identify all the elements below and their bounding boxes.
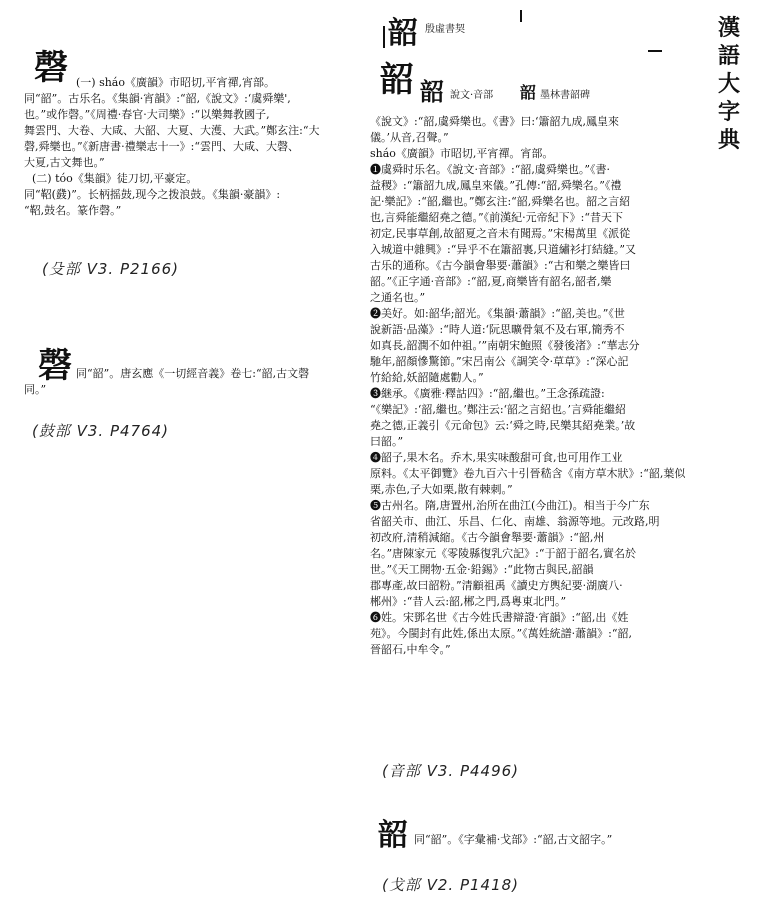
- title-char: 典: [717, 127, 740, 153]
- handwritten-note: (殳部 V3. P2166): [42, 260, 180, 278]
- body-line: ❹韶子,果木名。乔木,果实味酸甜可食,也可用作工业: [370, 451, 623, 464]
- body-line: ❷美好。如:韶华;韶光。《集韻·蕭韻》:“韶,美也。”《世: [370, 307, 625, 320]
- handwritten-note: (戈部 V2. P1418): [382, 876, 520, 894]
- body-line: 堯之德,正義引《元命包》云:‘舜之時,民樂其紹堯業。’故: [370, 419, 636, 432]
- body-line: ❶虞舜时乐名。《說文·音部》:“韶,虞舜樂也。”《書·: [370, 163, 610, 176]
- body-line: sháo《廣韻》市昭切,平宵禪。宵部。: [370, 147, 554, 160]
- entry1-line: (一) sháo《廣韻》市昭切,平宵禪,宵部。: [76, 76, 275, 89]
- title-char: 漢: [717, 15, 740, 41]
- title-char: 大: [717, 71, 740, 97]
- title-char: 語: [717, 43, 740, 69]
- body-line: “《樂記》:‘韶,繼也。’鄭注云:‘韶之言紹也。’言舜能繼紹: [370, 403, 627, 416]
- seal-caption: 墨林書韶碑: [540, 90, 590, 101]
- body-line: 也,言舜能繼紹堯之德。”《前漢紀·元帝紀下》:“昔天下: [370, 211, 623, 224]
- entry3-headword: 韶: [380, 60, 414, 100]
- entry4-body: 同“韶”。《字彙補·戈部》:“韶,古文韶字。”: [414, 833, 613, 846]
- body-line: ❸継承。《廣雅·釋詁四》:“韶,繼也。”王念孫疏證:: [370, 387, 605, 400]
- body-line: 儀。’从音,召聲。”: [370, 131, 449, 144]
- body-line: 記·樂記》:“韶,繼也。”鄭玄注:“韶,舜樂名也。韶之言紹: [370, 195, 631, 208]
- body-line: 韶。”《正字通·音部》:“韶,夏,商樂皆有韶名,韶者,樂: [370, 275, 612, 288]
- body-line: 初改府,清稍減縮。《古今韻會舉要·蕭韻》:“韶,州: [370, 531, 605, 544]
- body-line: 如真長,韶潤不如仲祖。’”南朝宋鮑照《發後渚》:“華志分: [370, 339, 640, 352]
- body-line: 省韶关市、曲江、乐昌、仁化、南雄、翁源等地。元改路,明: [370, 515, 660, 528]
- entry1-line: (二) tóo《集韻》徒刀切,平豪定。: [32, 172, 198, 185]
- entry1-line: 舞雲門、大卷、大咸、大韶、大夏、大濩、大武。”鄭玄注:“大: [24, 124, 320, 137]
- entry3-body: [370, 114, 700, 658]
- body-line: ❺古州名。隋,唐置州,治所在曲江(今曲江)。相当于今广东: [370, 499, 650, 512]
- oracle-glyph: 韶: [388, 16, 418, 51]
- body-line: 苑》。今閩封有此姓,係出太原。”《萬姓統譜·蕭韻》:“韶,: [370, 627, 632, 640]
- body-line: 之通名也。”: [370, 291, 426, 304]
- entry1-line: 同“鞀(鼗)”。长柄摇鼓,现今之拨浪鼓。《集韻·豪韻》:: [24, 188, 281, 201]
- entry4-headword: 韶: [378, 818, 408, 853]
- seal-caption: 說文·音部: [450, 90, 494, 101]
- body-line: 《說文》:“韶,虞舜樂也。《書》曰:‘簫韶九成,鳳皇來: [370, 115, 620, 128]
- dictionary-title: [712, 14, 746, 154]
- scan-mark: [648, 50, 662, 52]
- entry1-body: [24, 75, 364, 219]
- entry1-line: 同“韶”。古乐名。《集韻·宵韻》:“韶,《說文》:‘虞舜樂',: [24, 92, 291, 105]
- body-line: 竹給給,妖韶隨處勸人。”: [370, 371, 484, 384]
- handwritten-note: (鼓部 V3. P4764): [32, 422, 170, 440]
- entry1-line: “鞀,鼓名。篆作磬。”: [24, 204, 122, 217]
- body-line: 曰韶。”: [370, 435, 404, 448]
- body-line: 晉韶石,中牟令。”: [370, 643, 451, 656]
- body-line: 名。”唐陳家元《零陵縣復乳穴記》:“于韶于韶名,實名於: [370, 547, 636, 560]
- entry2-body: [24, 366, 364, 398]
- body-line: 古乐的通称。《古今韻會舉要·蕭韻》:“古和樂之樂皆曰: [370, 259, 631, 272]
- seal-glyph: 韶: [420, 77, 444, 106]
- body-line: 益稷》:“簫韶九成,鳳皇來儀。”孔傳:“韶,舜樂名。”《禮: [370, 179, 622, 192]
- scan-mark: [383, 26, 385, 48]
- glyph-caption: 殷虛書契: [425, 24, 465, 35]
- body-line: 初定,民事草創,故韶夏之音未有聞焉。”宋楊萬里《派從: [370, 227, 631, 240]
- body-line: 入城道中雜興》:“异乎不在簫韶裏,只道繡衫打結縫。”又: [370, 243, 636, 256]
- body-line: 說新語·品藻》:“時人道:‘阮思曠骨氣不及右軍,簡秀不: [370, 323, 625, 336]
- entry1-line: 磬,舜樂也。”《新唐書·禮樂志十一》:“雲門、大咸、大磬、: [24, 140, 299, 153]
- title-char: 字: [717, 99, 740, 125]
- entry1-line: 也。”或作磬。”《周禮·春官·大司樂》:“以樂舞教國子,: [24, 108, 270, 121]
- body-line: ❻姓。宋鄧名世《古今姓氏書辯證·宵韻》:“韶,出《姓: [370, 611, 629, 624]
- entry2-headword: 磬: [38, 346, 72, 386]
- body-line: 世。”《天工開物·五金·鉛錫》:“此物古與民,韶韻: [370, 563, 594, 576]
- body-line: 原料。《太平御覽》卷九百六十引晉嵇含《南方草木狀》:“韶,葉似: [370, 467, 686, 480]
- body-line: 郡專產,故曰韶粉。”清顧祖禹《讀史方輿紀要·湖廣八·: [370, 579, 623, 592]
- body-line: 郴州》:“昔人云:韶,郴之門,爲粵東北門。”: [370, 595, 567, 608]
- seal-glyph-2: 韶: [520, 83, 537, 102]
- entry1-headword: 磬: [34, 48, 68, 88]
- handwritten-note: (音部 V3. P4496): [382, 762, 520, 780]
- entry2-line: 同“韶”。唐玄應《一切經音義》卷七:“韶,古文磬: [76, 367, 310, 380]
- entry1-line: 大夏,古文舞也。”: [24, 156, 105, 169]
- entry2-line: 同。”: [24, 383, 47, 396]
- body-line: 馳年,韶顏慘驚節。”宋呂南公《調笑令·草草》:“深心記: [370, 355, 629, 368]
- scan-mark: [520, 10, 522, 22]
- body-line: 栗,赤色,子大如栗,散有棘刺。”: [370, 483, 513, 496]
